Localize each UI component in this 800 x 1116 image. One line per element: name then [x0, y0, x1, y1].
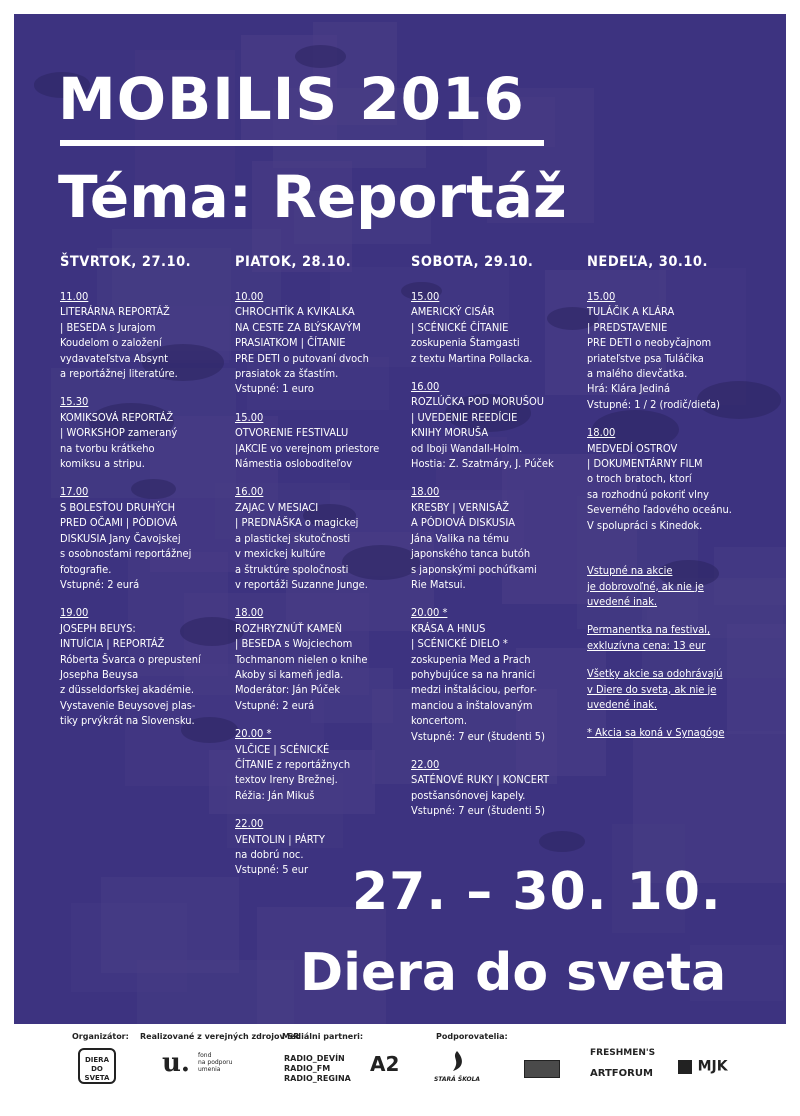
event-time: 17.00: [60, 485, 89, 499]
sponsor-footer: [14, 1024, 786, 1102]
eye-shape: [539, 831, 585, 852]
festival-theme: Téma: Reportáž: [58, 163, 567, 231]
info-note: * Akcia sa koná v Synagóge: [587, 726, 725, 740]
freshmens-logo: FRESHMEN'S: [590, 1048, 656, 1058]
day-heading: NEDEĽA, 30.10.: [587, 254, 708, 270]
day-heading: ŠTVRTOK, 27.10.: [60, 254, 192, 270]
event-item: [60, 605, 232, 728]
event-item: [411, 484, 585, 592]
radio-devin-logo: RADIO_DEVÍN: [284, 1054, 345, 1063]
event-time: 15.00: [587, 290, 616, 303]
poster: [14, 14, 786, 1024]
title-underline: [60, 140, 544, 146]
festival-dates: 27. – 30. 10.: [352, 862, 722, 922]
event-text: S BOLESŤOU DRUHÝCH PRED OČAMI | PÓDIOVÁ DISKUSIA Jany Čavojskej s osobnosťami reportážnej fotografie. Vstupné: 2 eurá: [60, 500, 192, 591]
event-item: [235, 726, 407, 803]
funding-label: Realizované z verejných zdrojov SR: [140, 1032, 300, 1041]
day-column-thursday: [60, 254, 232, 742]
info-note: Všetky akcie sa odohrávajú v Diere do sveta, ak nie je uvedené inak.: [587, 667, 723, 711]
event-text: SATÉNOVÉ RUKY | KONCERT postšansónovej kapely. Vstupné: 7 eur (študenti 5): [411, 773, 550, 818]
day-heading: SOBOTA, 29.10.: [411, 254, 534, 270]
event-text: VENTOLIN | PÁRTY na dobrú noc. Vstupné: 5 eur: [235, 832, 325, 877]
event-item: [60, 484, 232, 592]
event-item: [587, 289, 783, 412]
event-time: 15.00: [411, 290, 440, 303]
event-text: KRESBY | VERNISÁŽ A PÓDIOVÁ DISKUSIA Jána Valika na tému japonského tanca butóh s japonskými pochúťkami Rie Matsui.: [411, 500, 537, 591]
radio-regina-logo: RADIO_REGINA: [284, 1074, 351, 1083]
event-text: ROZHRYZNÚŤ KAMEŇ | BESEDA s Wojciechom Tochmanom nielen o knihe Akoby si kameň jedla. Moderátor: Ján Púček Vstupné: 2 eurá: [235, 621, 368, 712]
event-time: 20.00 *: [411, 606, 448, 620]
a2-logo: A2: [370, 1052, 400, 1076]
event-text: VLČICE | SCÉNICKÉ ČÍTANIE z reportážnych textov Ireny Brežnej. Réžia: Ján Mikuš: [235, 742, 351, 802]
event-text: CHROCHTÍK A KVIKALKA NA CESTE ZA BLÝSKAVÝM PRASIATKOM | ČÍTANIE PRE DETI o putovaní dvoch prasiatok za šťastím. Vstupné: 1 euro: [235, 305, 369, 396]
festival-title: MOBILIS 2016: [58, 65, 525, 133]
event-item: [411, 289, 585, 366]
event-time: 22.00: [235, 817, 264, 831]
stara-skola-text: STARÁ ŠKOLA: [433, 1076, 481, 1083]
day-column-sunday: [587, 254, 783, 754]
event-time: 18.00: [235, 606, 264, 620]
event-time: 18.00: [587, 426, 616, 440]
event-item: [235, 410, 407, 472]
event-item: [235, 484, 407, 592]
event-text: MEDVEDÍ OSTROV | DOKUMENTÁRNY FILM o troch bratoch, ktorí sa rozhodnú pokoriť vlny Severného ľadového oceánu. V spolupráci s Kinedok.: [587, 441, 732, 532]
event-time: 10.00: [235, 290, 264, 303]
flame-icon: [447, 1050, 467, 1072]
info-note: Vstupné na akcie je dobrovoľné, ak nie je uvedené inak.: [587, 564, 704, 608]
festival-venue: Diera do sveta: [300, 943, 727, 1003]
event-time: 11.00: [60, 290, 89, 303]
sponsors-label: Podporovatelia:: [436, 1032, 508, 1041]
event-time: 16.00: [235, 485, 264, 499]
event-text: ROZLÚČKA POD MORUŠOU | UVEDENIE REEDÍCIE KNIHY MORUŠA od Iboji Wandall-Holm. Hostia: Z. Szatmáry, J. Púček: [411, 395, 554, 471]
event-item: [411, 605, 585, 744]
event-time: 16.00: [411, 380, 440, 394]
mjk-text: MJK: [697, 1058, 728, 1075]
event-text: KOMIKSOVÁ REPORTÁŽ | WORKSHOP zameraný na tvorbu krátkeho komiksu a stripu.: [60, 410, 178, 471]
radio-fm-logo: RADIO_FM: [284, 1064, 331, 1073]
organizer-label: Organizátor:: [72, 1032, 129, 1041]
event-item: [411, 757, 585, 819]
event-text: LITERÁRNA REPORTÁŽ | BESEDA s Jurajom Koudelom o založení vydavateľstva Absynt a reportážnej literatúre.: [60, 305, 178, 381]
event-text: AMERICKÝ CISÁR | SCÉNICKÉ ČÍTANIE zoskupenia Štamgasti z textu Martina Pollacka.: [411, 305, 533, 365]
day-heading: PIATOK, 28.10.: [235, 254, 352, 270]
event-text: KRÁSA A HNUS | SCÉNICKÉ DIELO * zoskupenia Med a Prach pohybujúce sa na hranici medzi inštaláciou, perfor- manciou a inštalovaným koncertom. Vstupné: 7 eur (študenti 5): [411, 621, 545, 743]
event-time: 18.00: [411, 485, 440, 499]
photo-tile: [101, 877, 240, 973]
event-time: 22.00: [411, 757, 440, 771]
event-item: [60, 289, 232, 381]
event-item: [235, 605, 407, 713]
fond-u-logo: u.: [162, 1048, 190, 1078]
event-item: [587, 425, 783, 533]
event-time: 20.00 *: [235, 727, 272, 741]
partner-badge-logo: [524, 1060, 560, 1078]
event-time: 19.00: [60, 606, 89, 620]
day-column-saturday: [411, 254, 585, 832]
diera-do-sveta-logo: DIERA DO SVETA: [78, 1048, 116, 1084]
event-item: [60, 394, 232, 471]
mjk-logo: [678, 1056, 728, 1075]
event-item: [235, 289, 407, 397]
event-text: TULÁČIK A KLÁRA | PREDSTAVENIE PRE DETI o neobyčajnom priateľstve psa Tuláčika a malého dievčatka. Hrá: Klára Jediná Vstupné: 1 / 2 (rodič/dieťa): [587, 305, 721, 411]
day-column-friday: [235, 254, 407, 891]
event-time: 15.00: [235, 410, 264, 424]
event-time: 15.30: [60, 395, 89, 409]
fond-text: fond na podporu umenia: [198, 1052, 233, 1073]
info-note: Permanentka na festival, exkluzívna cena: 13 eur: [587, 623, 711, 652]
event-item: [411, 379, 585, 471]
media-label: Mediálni partneri:: [282, 1032, 364, 1041]
mjk-mark-icon: [678, 1060, 692, 1074]
event-text: OTVORENIE FESTIVALU |AKCIE vo verejnom priestore Námestia osloboditeľov: [235, 426, 380, 471]
stara-skola-logo: [432, 1050, 482, 1083]
artforum-logo: ARTFORUM: [590, 1068, 653, 1079]
event-text: JOSEPH BEUYS: INTUÍCIA | REPORTÁŽ Róberta Švarca o prepustení Josepha Beuysa z düsseldorfskej akadémie. Vystavenie Beuysovej plas- tiky prvýkrát na Slovensku.: [60, 621, 201, 728]
event-text: ZAJAC V MESIACI | PREDNÁŠKA o magickej a plastickej skutočnosti v mexickej kultúre a štruktúre spoločnosti v reportáži Suzanne Junge.: [235, 500, 368, 591]
